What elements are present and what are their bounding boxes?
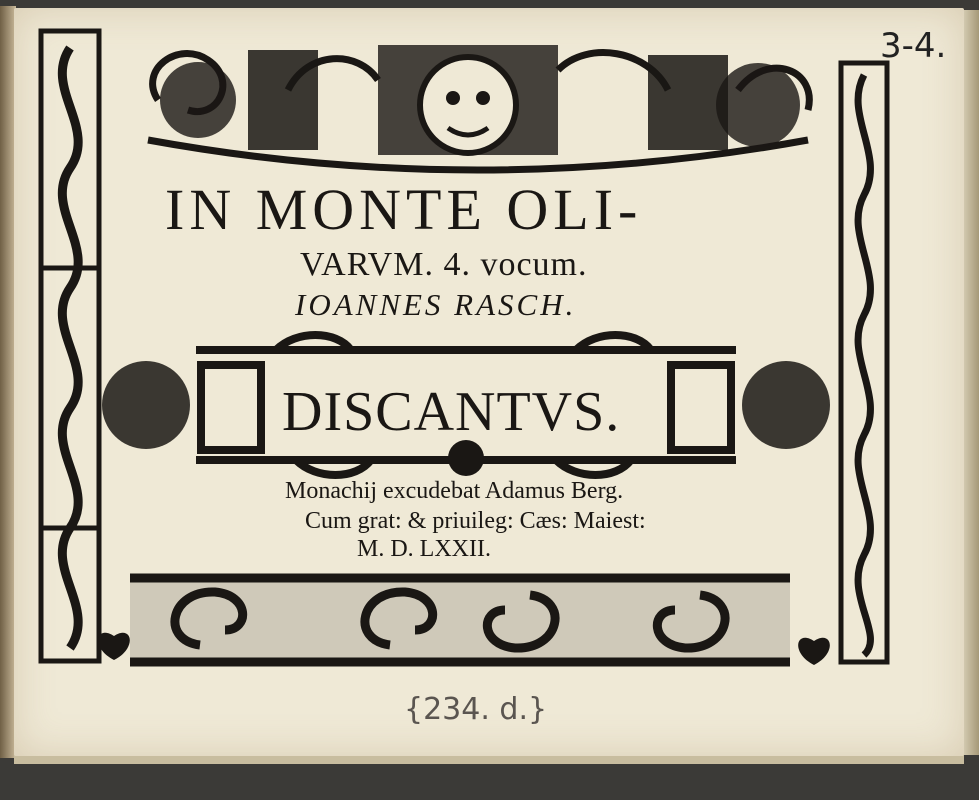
imprint-line-3: M. D. LXXII. [357,536,491,562]
voice-part-heading: DISCANTVS. [282,381,621,443]
handwritten-shelfmark: {234. d.} [404,692,548,727]
bottom-woodcut-ornament [90,570,840,670]
imprint-line-2: Cum grat: & priuileg: Cæs: Maiest: [305,508,646,534]
title-line-1: IN MONTE OLI- [165,177,643,242]
composer-name: IOANNES RASCH. [295,287,577,322]
imprint-line-1: Monachij excudebat Adamus Berg. [285,478,624,504]
left-border-ornament [38,28,102,664]
right-border-ornament [838,60,890,665]
top-woodcut-ornament [128,30,828,185]
title-line-2: VARVM. 4. vocum. [300,246,588,283]
handwritten-annotation-top: 3-4. [880,26,947,66]
page-stack-edge [962,10,979,755]
